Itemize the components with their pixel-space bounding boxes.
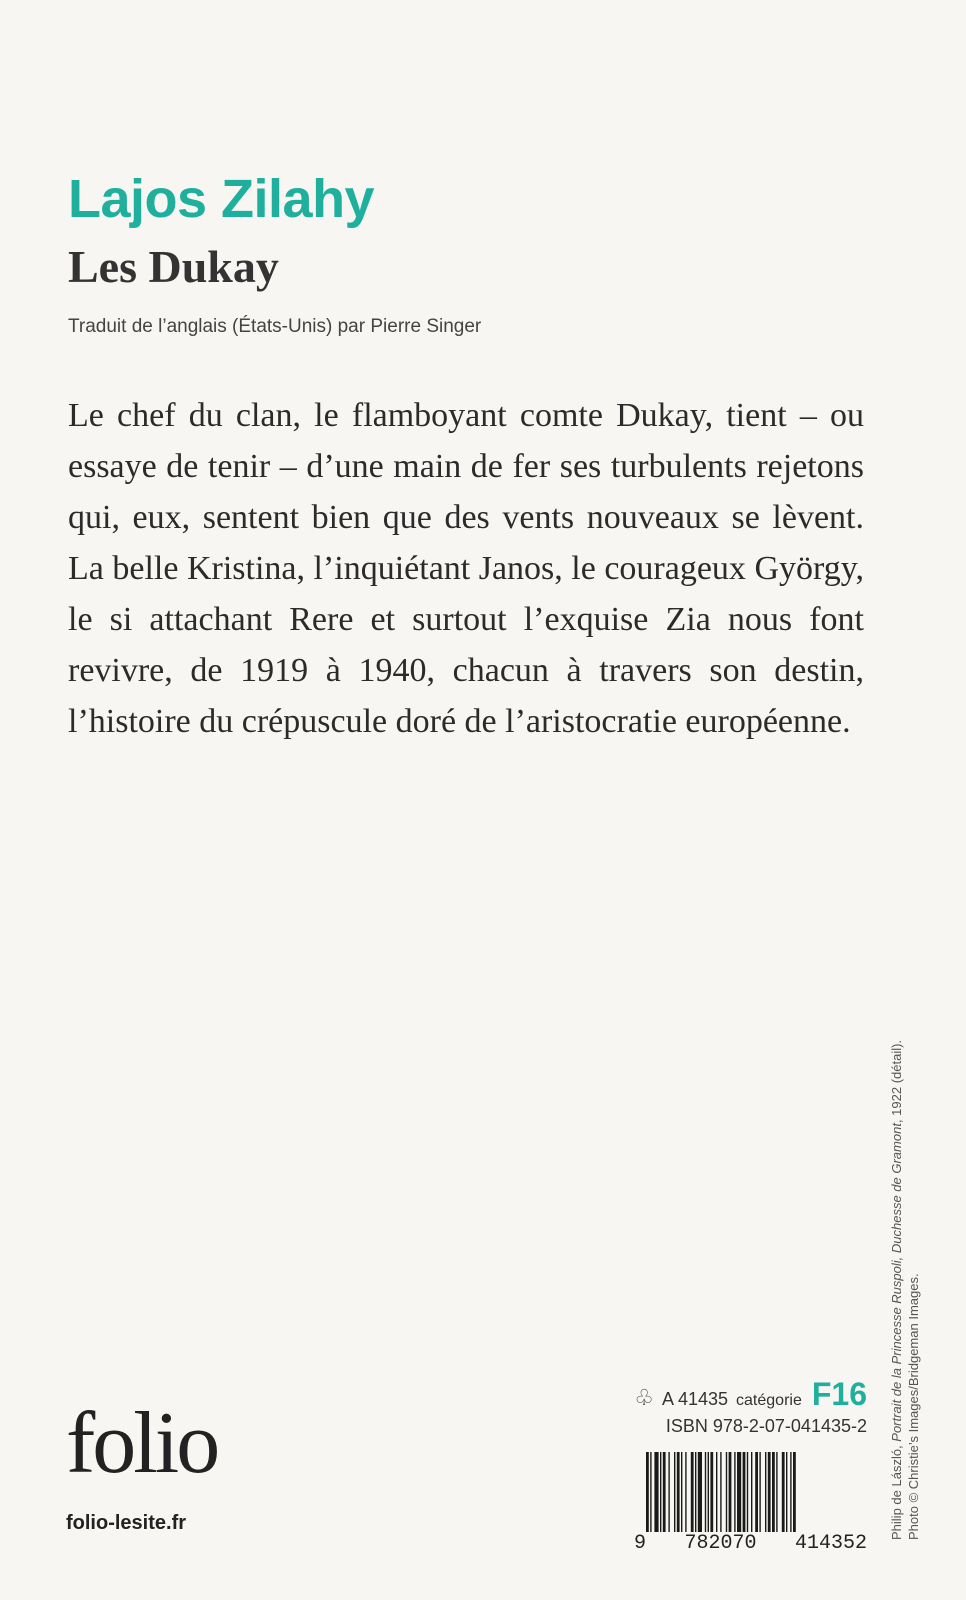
publisher-logo: folio (66, 1395, 218, 1492)
barcode-bar (663, 1452, 666, 1532)
folio-emblem-icon: ♧ (634, 1385, 654, 1410)
photo-credit-line: Photo © Christie’s Images/Bridgeman Images. (906, 1273, 921, 1540)
barcode-bar (786, 1452, 787, 1532)
barcode-bar (790, 1452, 791, 1532)
barcode-bars (634, 1452, 867, 1532)
barcode-bar (668, 1452, 669, 1532)
barcode-bar (747, 1452, 748, 1532)
barcode-bar (710, 1452, 713, 1532)
barcode-bar (705, 1452, 706, 1532)
isbn: ISBN 978-2-07-041435-2 (665, 1416, 867, 1436)
category-value: F16 (811, 1376, 867, 1412)
barcode-bar (793, 1452, 796, 1532)
barcode-bar (646, 1452, 649, 1532)
barcode-bar (698, 1452, 702, 1532)
translator-credit: Traduit de l’anglais (États-Unis) par Pierre Singer (68, 316, 482, 337)
barcode-digit-group: 9 (634, 1532, 647, 1555)
barcode-bar (734, 1452, 735, 1532)
back-cover-blurb: Le chef du clan, le flamboyant comte Dukay, tient – ou essaye de tenir – d’une main de fer ses turbulents rejetons qui, eux, sentent bien que des vents nouveaux se lèvent. La belle Kristina, l’inquiétant Janos, le courageux György, le si attachant Rere et surtout l’exquise Zia nous font revivre, de 1919 à 1940, chacun à travers son destin, l’histoire du crépuscule doré de l’aristocratie européenne. (68, 397, 864, 740)
barcode-bar (768, 1452, 771, 1532)
barcode-bar (737, 1452, 741, 1532)
barcode-bar (716, 1452, 717, 1532)
book-title: Les Dukay (68, 241, 279, 292)
barcode-bar (720, 1452, 721, 1532)
barcode-bar (685, 1452, 686, 1532)
product-code: A 41435 (661, 1389, 729, 1409)
barcode-bar (765, 1452, 766, 1532)
barcode-bar (660, 1452, 661, 1532)
barcode-bar (695, 1452, 696, 1532)
barcode-bar (650, 1452, 651, 1532)
barcode-digits (634, 1532, 867, 1555)
barcode-digit-group: 414352 (794, 1532, 867, 1555)
image-credits (888, 940, 922, 1540)
barcode-bar (677, 1452, 680, 1532)
barcode-bar (726, 1452, 727, 1532)
barcode (634, 1452, 867, 1555)
barcode-bar (776, 1452, 777, 1532)
barcode-bar (654, 1452, 658, 1532)
publisher-website: folio-lesite.fr (66, 1512, 187, 1534)
barcode-bar (751, 1452, 752, 1532)
barcode-bar (743, 1452, 746, 1532)
barcode-digit-group: 782070 (684, 1532, 757, 1555)
barcode-bar (782, 1452, 785, 1532)
barcode-bar (755, 1452, 758, 1532)
category-row (622, 1378, 867, 1411)
image-credit-line: Philip de László, Portrait de la Princesse Ruspoli, Duchesse de Gramont, 1922 (détail). (889, 1039, 904, 1540)
author-name: Lajos Zilahy (68, 169, 375, 229)
barcode-bar (729, 1452, 732, 1532)
barcode-bar (681, 1452, 682, 1532)
category-label: catégorie (736, 1392, 802, 1409)
barcode-bar (708, 1452, 709, 1532)
barcode-bar (772, 1452, 775, 1532)
barcode-bar (674, 1452, 675, 1532)
barcode-bar (759, 1452, 760, 1532)
barcode-bar (691, 1452, 694, 1532)
